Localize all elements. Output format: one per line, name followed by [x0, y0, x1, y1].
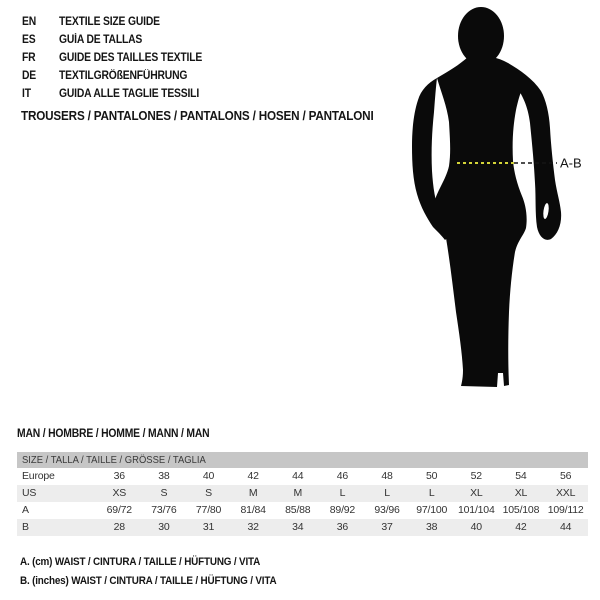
garment-category-line: TROUSERS / PANTALONES / PANTALONS / HOSEN / PANTALONI	[21, 107, 374, 123]
table-cell: 69/72	[106, 504, 132, 516]
table-cell: 42	[515, 521, 527, 533]
language-code: ES	[22, 34, 36, 46]
table-row-us	[17, 485, 588, 502]
torso-and-legs	[434, 57, 527, 387]
table-cell: 44	[292, 470, 304, 482]
language-code: EN	[22, 16, 37, 28]
table-cell: L	[339, 487, 346, 499]
language-title: GUÍA DE TALLAS	[59, 34, 143, 46]
language-title: GUIDA ALLE TAGLIE TESSILI	[59, 88, 200, 100]
table-cell: 38	[158, 470, 170, 482]
row-label: Europe	[22, 470, 55, 482]
head	[458, 7, 504, 65]
table-cell: XS	[112, 487, 127, 499]
table-cell: 77/80	[195, 504, 222, 516]
table-cell: 44	[559, 521, 572, 533]
language-title: TEXTILE SIZE GUIDE	[59, 16, 160, 28]
table-cell: 32	[247, 521, 259, 533]
table-cell: S	[205, 487, 212, 499]
table-cell: XXL	[556, 487, 576, 499]
table-cell: 85/88	[285, 504, 311, 516]
table-row-b-inches	[17, 519, 588, 536]
table-cell: 31	[202, 521, 215, 533]
row-label: B	[22, 521, 29, 533]
measure-label: A-B	[560, 155, 582, 171]
table-cell: 46	[336, 470, 349, 482]
size-table-header-row	[17, 452, 588, 468]
table-cell: 38	[426, 521, 438, 533]
table-cell: 37	[381, 521, 393, 533]
language-code: FR	[22, 52, 36, 64]
table-cell: L	[428, 487, 435, 499]
table-cell: 34	[292, 521, 304, 533]
row-label: US	[22, 487, 37, 499]
table-cell: M	[248, 487, 258, 499]
gender-line: MAN / HOMBRE / HOMME / MANN / MAN	[17, 428, 210, 440]
table-cell: 30	[158, 521, 170, 533]
footnote-b: B. (inches) WAIST / CINTURA / TAILLE / HÜFTUNG / VITA	[20, 574, 277, 587]
table-cell: 48	[381, 470, 393, 482]
table-cell: 40	[470, 521, 482, 533]
table-cell: 56	[559, 470, 572, 482]
table-cell: XL	[470, 487, 483, 499]
size-table	[17, 452, 588, 536]
table-cell: M	[293, 487, 303, 499]
footnote-a: A. (cm) WAIST / CINTURA / TAILLE / HÜFTUNG / VITA	[20, 556, 261, 569]
table-cell: S	[160, 487, 168, 499]
table-cell: 36	[336, 521, 349, 533]
table-cell: 89/92	[329, 504, 356, 516]
language-code: IT	[22, 88, 31, 100]
table-cell: 97/100	[416, 504, 448, 516]
table-cell: 42	[247, 470, 259, 482]
man-silhouette	[412, 7, 561, 387]
table-cell: 81/84	[240, 504, 266, 516]
table-cell: 109/112	[547, 504, 584, 516]
language-title: TEXTILGRÖßENFÜHRUNG	[59, 70, 188, 82]
table-cell: 105/108	[502, 504, 540, 516]
table-cell: 52	[470, 470, 482, 482]
table-cell: XL	[514, 487, 528, 499]
language-code: DE	[22, 70, 37, 82]
table-cell: 54	[515, 470, 527, 482]
table-cell: 50	[426, 470, 438, 482]
table-cell: 73/76	[151, 504, 177, 516]
table-cell: 36	[113, 470, 125, 482]
table-cell: 101/104	[458, 504, 495, 516]
table-cell: 93/96	[374, 504, 400, 516]
table-cell: L	[384, 487, 390, 499]
measure-footnotes	[20, 553, 305, 590]
row-label: A	[22, 504, 29, 516]
size-table-header: SIZE / TALLA / TAILLE / GRÖSSE / TAGLIA	[17, 452, 588, 468]
table-row-a-cm	[17, 502, 588, 519]
language-title: GUIDE DES TAILLES TEXTILE	[59, 52, 203, 64]
table-cell: 28	[113, 521, 125, 533]
table-row-europe	[17, 468, 588, 485]
table-cell: 40	[202, 470, 215, 482]
